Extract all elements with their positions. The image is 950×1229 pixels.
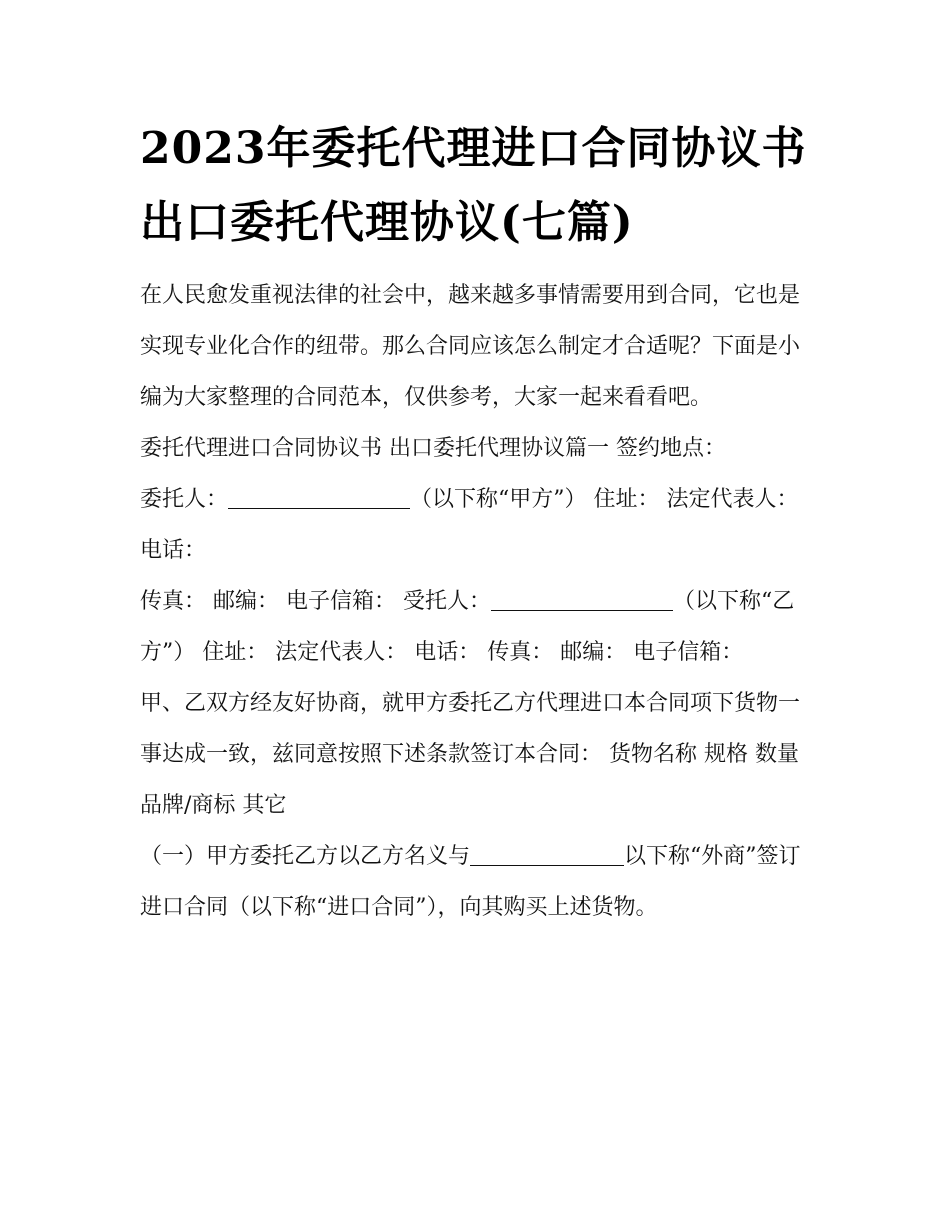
agreement-paragraph: 甲、乙双方经友好协商，就甲方委托乙方代理进口本合同项下货物一事达成一致，兹同意按照下述条款签订本合同： 货物名称 规格 数量 品牌/商标 其它 bbox=[140, 691, 801, 818]
clause-1-text-start: （一）甲方委托乙方以乙方名义与 bbox=[140, 844, 471, 869]
document-page bbox=[140, 112, 820, 933]
principal-details: （以下称“甲方”） 住址： 法定代表人： 电话： bbox=[140, 487, 799, 563]
clause-1 bbox=[140, 831, 820, 933]
document-title: 2023年委托代理进口合同协议书 出口委托代理协议(七篇) bbox=[140, 123, 807, 248]
foreign-merchant-blank bbox=[470, 843, 624, 866]
section-heading: 委托代理进口合同协议书 出口委托代理协议篇一 签约地点： bbox=[140, 436, 726, 461]
agent-name-blank bbox=[491, 588, 673, 611]
clause-1-text-end: 以下称“外商”签订进口合同（以下称“进口合同”），向其购买上述货物。 bbox=[140, 844, 801, 920]
principal-info bbox=[140, 474, 820, 576]
agent-details: （以下称“乙方”） 住址： 法定代表人： 电话： 传真： 邮编： 电子信箱： bbox=[140, 589, 795, 665]
agent-info bbox=[140, 576, 820, 678]
agent-label: 传真： 邮编： 电子信箱： 受托人： bbox=[140, 589, 491, 614]
document-body bbox=[140, 270, 820, 933]
principal-label: 委托人： bbox=[140, 487, 229, 512]
principal-name-blank bbox=[228, 486, 410, 509]
intro-paragraph: 在人民愈发重视法律的社会中，越来越多事情需要用到合同，它也是实现专业化合作的纽带。那么合同应该怎么制定才合适呢？下面是小编为大家整理的合同范本，仅供参考，大家一起来看看吧。 bbox=[140, 283, 801, 410]
